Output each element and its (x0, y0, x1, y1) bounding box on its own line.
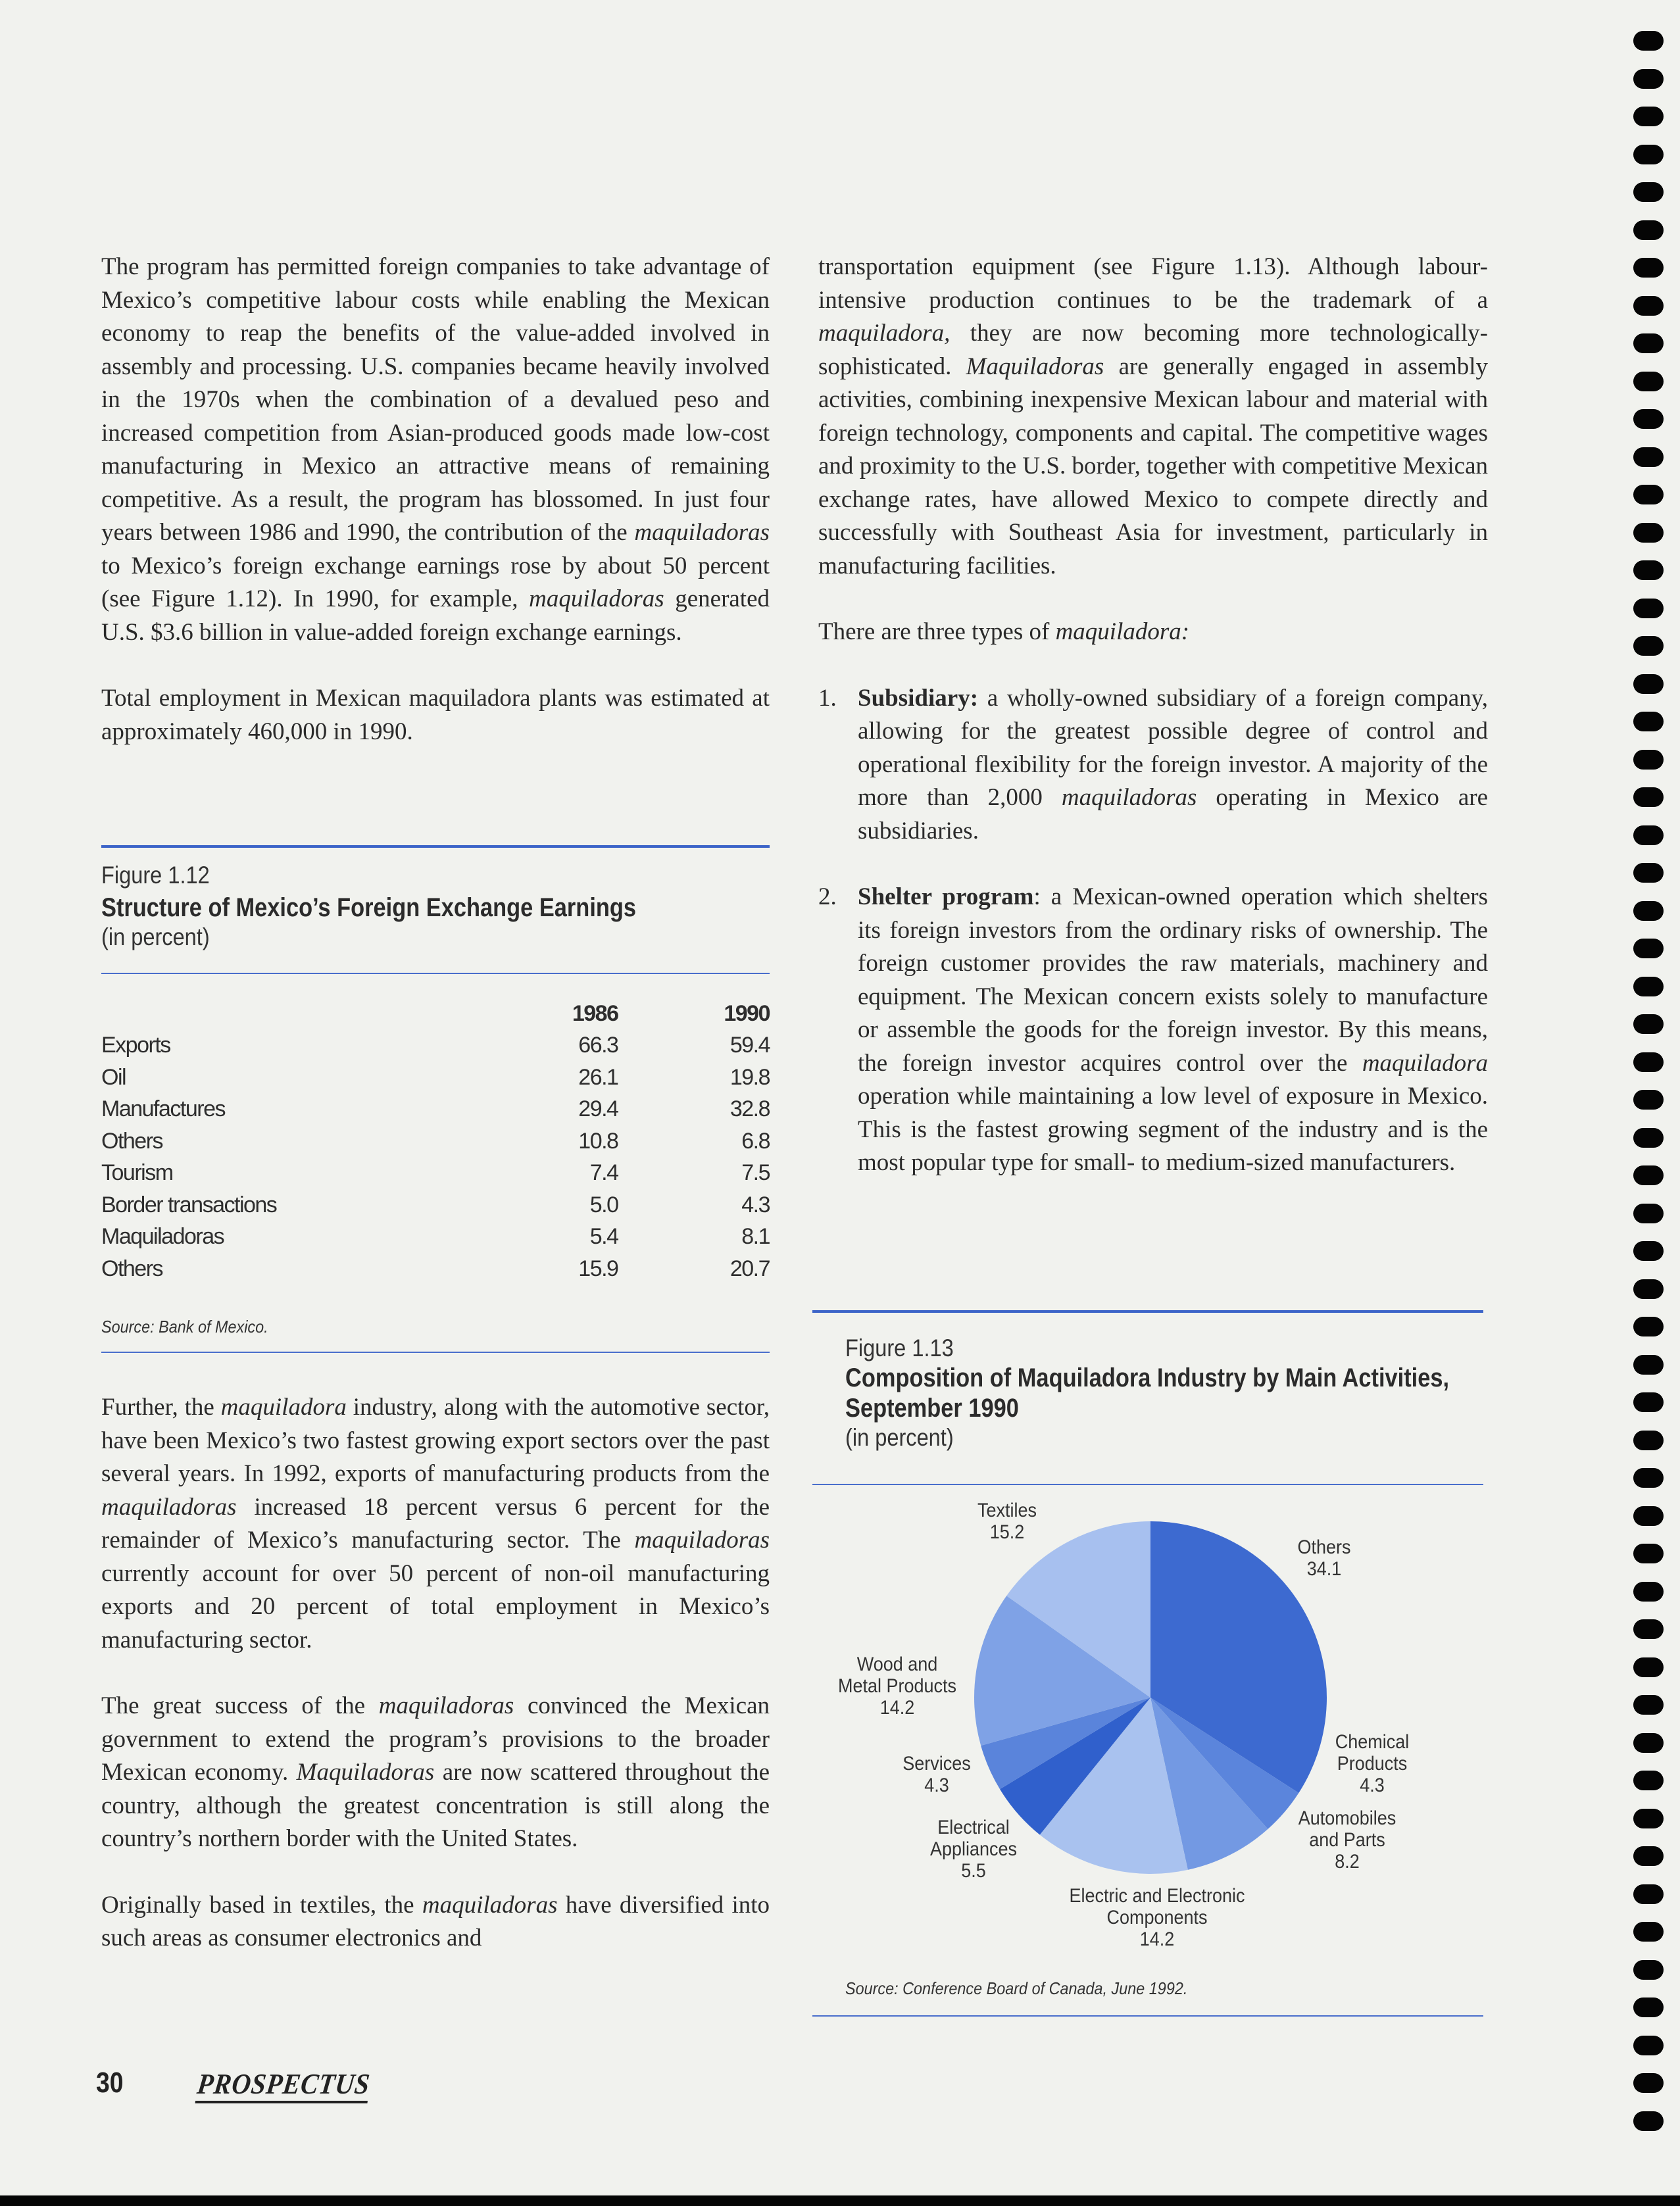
binding-hole (1633, 1468, 1664, 1488)
binding-hole (1633, 1922, 1664, 1942)
page-bottom-edge (0, 2195, 1680, 2206)
binding-hole (1633, 523, 1664, 543)
value-1990: 32.8 (729, 1096, 770, 1122)
row-label: Others (101, 1128, 163, 1154)
binding-hole (1633, 145, 1664, 164)
binding-hole (1633, 1771, 1664, 1790)
pie-label-wood-metal: Wood and Metal Products 14.2 (837, 1654, 957, 1719)
binding-hole (1633, 296, 1664, 316)
binding-hole (1633, 1960, 1664, 1980)
binding-hole (1633, 787, 1664, 807)
value-1990: 7.5 (741, 1160, 770, 1186)
binding-hole (1633, 69, 1664, 89)
figure-subtitle: (in percent) (845, 1424, 954, 1451)
binding-hole (1633, 1544, 1664, 1563)
pie-label-electric-electronic: Electric and Electronic Components 14.2 (1069, 1885, 1245, 1950)
binding-hole (1633, 2111, 1664, 2131)
row-label: Exports (101, 1033, 170, 1058)
binding-hole (1633, 1014, 1664, 1034)
binding-hole (1633, 750, 1664, 770)
value-1986: 26.1 (578, 1064, 618, 1090)
binding-hole (1633, 1619, 1664, 1639)
binding-hole (1633, 1279, 1664, 1299)
value-1990: 59.4 (729, 1033, 770, 1058)
figure-label: Figure 1.12 (101, 862, 210, 889)
value-1986: 15.9 (578, 1256, 618, 1281)
value-1986: 66.3 (578, 1033, 618, 1058)
binding-hole (1633, 1090, 1664, 1110)
binding-hole (1633, 901, 1664, 921)
row-label: Manufactures (101, 1096, 225, 1122)
left-paragraph-1: The program has permitted foreign companies to take advantage of Mexico’s competitive labour costs while enabling the Mexican economy to reap the benefits of the value-added involved in assembly and processing. U.S. companies became heavily involved in the 1970s when the combination of a devalued peso and increased competition from Asian-produced goods made low-cost manufacturing in Mexico an attractive means of remaining competitive. As a result, the program has blossomed. In just four years between 1986 and 1990, the contribution of the maquiladoras to Mexico’s foreign exchange earnings rose by about 50 percent (see Figure 1.12). In 1990, for example, maquiladoras generated U.S. $3.6 billion in value-added foreign exchange earnings. (101, 253, 770, 646)
row-label: Border transactions (101, 1192, 277, 1217)
binding-hole (1633, 31, 1664, 51)
left-paragraph-3: Further, the maquiladora industry, along with the automotive sector, have been Mexico’s two fastest growing export sectors over the past several years. In 1992, exports of manufacturing products from the maquiladoras increased 18 percent versus 6 percent for the remainder of Mexico’s manufacturing sector. The maquiladoras currently account for over 50 percent of non-oil manufacturing exports and 20 percent of total employment in Mexico’s manufacturing sector. (101, 1394, 770, 1654)
figure-1-13-source: Source: Conference Board of Canada, June 1992. (845, 1978, 1188, 1998)
value-1986: 29.4 (578, 1096, 618, 1122)
binding-hole (1633, 258, 1664, 278)
binding-hole (1633, 107, 1664, 126)
binding-hole (1633, 1392, 1664, 1412)
figure-title-line-1: Composition of Maquiladora Industry by Main Activities, (845, 1363, 1450, 1392)
pie-label-others: Others 34.1 (1297, 1536, 1351, 1580)
value-1986: 5.4 (589, 1224, 618, 1250)
binding-hole (1633, 1355, 1664, 1375)
binding-hole (1633, 485, 1664, 504)
binding-hole (1633, 1884, 1664, 1904)
figure-1-12-source: Source: Bank of Mexico. (101, 1317, 268, 1336)
list-item-shelter-program: 2. Shelter program: a Mexican-owned operation which shelters its foreign investors from the ordinary risks of ownership. The foreign customer provides the raw materials, machinery and equipment. The Mexican concern exists solely to manufacture or assemble the goods for the foreign investor. By this means, the foreign investor acquires control over the maquiladora operation while maintaining a low level of exposure in Mexico. This is the fastest growing segment of the industry and is the most popular type for small- to medium-sized manufacturers. (818, 881, 1488, 1180)
binding-hole (1633, 220, 1664, 240)
binding-hole (1633, 1204, 1664, 1223)
binding-hole (1633, 863, 1664, 883)
binding-hole (1633, 1165, 1664, 1185)
binding-hole (1633, 1657, 1664, 1677)
right-paragraph-1: transportation equipment (see Figure 1.13). Although labour-intensive production continues to be the trademark of a maquiladora, they are now becoming more technologically-sophisticated. Maquiladoras are generally engaged in assembly activities, combining inexpensive Mexican labour and material with foreign technology, components and capital. The competitive wages and proximity to the U.S. border, together with competitive Mexican exchange rates, have allowed Mexico to compete directly and successfully with Southeast Asia for investment, particularly in manufacturing facilities. (818, 253, 1488, 579)
right-paragraph-2: There are three types of maquiladora: (818, 618, 1190, 645)
row-label: Others (101, 1256, 163, 1281)
figure-label: Figure 1.13 (845, 1335, 954, 1361)
row-label: Maquiladoras (101, 1224, 224, 1250)
binding-hole (1633, 1809, 1664, 1828)
value-1986: 10.8 (578, 1128, 618, 1154)
column-header-1990: 1990 (724, 1000, 770, 1026)
binding-hole (1633, 1241, 1664, 1261)
pie-label-textiles: Textiles 15.2 (977, 1500, 1037, 1543)
left-paragraph-4: The great success of the maquiladoras convinced the Mexican government to extend the program’s provisions to the broader Mexican economy. Maquiladoras are now scattered throughout the country, although the greatest concentration is still along the country’s northern border with the United States. (101, 1692, 770, 1852)
value-1990: 19.8 (729, 1064, 770, 1090)
binding-hole (1633, 1582, 1664, 1602)
value-1986: 5.0 (589, 1192, 618, 1217)
binding-hole (1633, 1431, 1664, 1450)
figure-title-line-2: September 1990 (845, 1394, 1019, 1423)
column-header-1986: 1986 (572, 1000, 618, 1026)
binding-hole (1633, 2073, 1664, 2093)
binding-hole (1633, 1506, 1664, 1526)
binding-hole (1633, 447, 1664, 467)
left-paragraph-5: Originally based in textiles, the maquiladoras have diversified into such areas as consumer electronics and (101, 1891, 770, 1951)
binding-hole (1633, 1052, 1664, 1072)
list-number: 2. (818, 883, 837, 910)
binding-hole (1633, 1695, 1664, 1715)
list-number: 1. (818, 684, 837, 712)
binding-hole (1633, 636, 1664, 656)
binding-hole (1633, 2036, 1664, 2055)
binding-hole (1633, 1846, 1664, 1866)
figure-title: Structure of Mexico’s Foreign Exchange Earnings (101, 893, 637, 922)
binding-hole (1633, 1733, 1664, 1753)
value-1990: 4.3 (741, 1192, 770, 1217)
binding-hole (1633, 560, 1664, 580)
figure-bottom-rule (812, 2015, 1483, 2017)
page-number: 30 (96, 2067, 124, 2099)
binding-hole (1633, 939, 1664, 958)
left-paragraph-2: Total employment in Mexican maquiladora plants was estimated at approximately 460,000 in 1990. (101, 685, 770, 745)
binding-hole (1633, 182, 1664, 202)
value-1986: 7.4 (589, 1160, 618, 1186)
row-label: Oil (101, 1064, 126, 1090)
binding-hole (1633, 674, 1664, 694)
pie-label-services: Services 4.3 (902, 1753, 971, 1796)
prospectus-logo: PROSPECTUS (197, 2067, 389, 2103)
row-label: Tourism (101, 1160, 173, 1186)
binding-hole (1633, 372, 1664, 391)
binding-hole (1633, 409, 1664, 429)
binding-hole (1633, 1998, 1664, 2017)
pie-label-automobiles: Automobiles and Parts 8.2 (1298, 1807, 1396, 1873)
list-item-subsidiary: 1. Subsidiary: a wholly-owned subsidiary of a foreign company, allowing for the greatest possible degree of control and operational flexibility for the foreign investor. A majority of the more than 2,000 maquiladoras operating in Mexico are subsidiaries. (818, 682, 1488, 848)
figure-subtitle: (in percent) (101, 923, 210, 950)
binding-hole (1633, 712, 1664, 731)
binding-hole (1633, 825, 1664, 845)
value-1990: 20.7 (729, 1256, 770, 1281)
value-1990: 8.1 (741, 1224, 770, 1250)
value-1990: 6.8 (741, 1128, 770, 1154)
binding-hole (1633, 599, 1664, 618)
pie-label-chemical: Chemical Products 4.3 (1335, 1731, 1410, 1796)
binding-hole (1633, 333, 1664, 353)
binding-hole (1633, 1128, 1664, 1148)
binding-hole (1633, 1317, 1664, 1336)
binding-hole (1633, 977, 1664, 996)
pie-label-electrical-appliances: Electrical Appliances 5.5 (929, 1817, 1018, 1882)
